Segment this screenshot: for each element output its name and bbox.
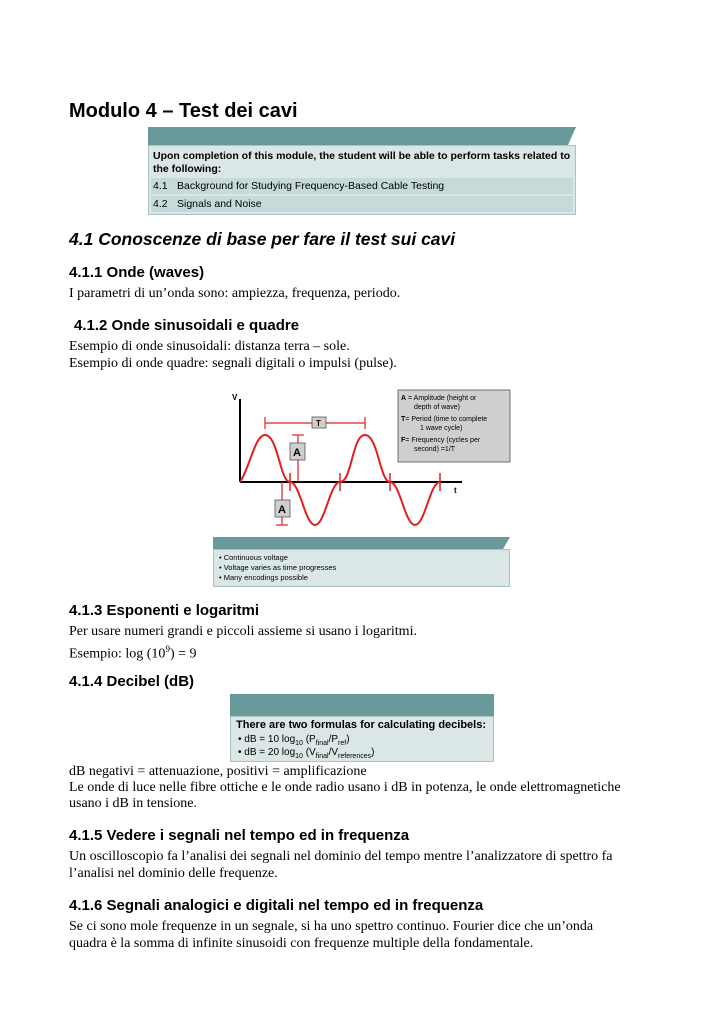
subsection-heading: 4.1.4 Decibel (dB) [69,673,195,690]
wave-caption-box [213,537,510,587]
caption-body [213,549,510,587]
caption-bullet: • Many encodings possible [219,573,308,582]
paragraph-line: quadra è la somma di infinite sinusoidi con frequenze multiple della fondamentale. [69,936,534,951]
objective-text: Signals and Noise [177,198,262,210]
page-title: Modulo 4 – Test dei cavi [69,100,298,122]
paragraph-line: Se ci sono mole frequenze in un segnale, si ha uno spettro continuo. Fourier dice che un’onda [69,919,594,934]
caption-bullet: • Voltage varies as time progresses [219,563,337,572]
objectives-box [148,127,576,215]
objectives-header-corner [568,127,576,145]
caption-header-bar [213,537,503,549]
decibel-formula-voltage: • dB = 20 $\log_{10} (V_{final}/V_{references})$ [238,747,375,760]
objectives-body [148,145,576,215]
legend-period-cont: 1 wave cycle) [420,425,463,432]
legend-period: T= Period (time to complete [401,416,488,423]
decibel-body [230,716,494,762]
objective-item [151,178,573,194]
paragraph-line: l’analisi nel dominio delle frequenze. [69,866,278,881]
subsection-heading: 4.1.5 Vedere i segnali nel tempo ed in frequenza [69,827,410,844]
caption-header-corner [503,537,510,549]
subsection-heading: 4.1.2 Onde sinusoidali e quadre [74,317,300,334]
axis-v-label: V [232,393,238,402]
subsection-heading: 4.1.6 Segnali analogici e digitali nel tempo ed in frequenza [69,897,484,914]
paragraph: I parametri di un’onda sono: ampiezza, frequenza, periodo. [69,286,401,301]
subsection-heading: 4.1.1 Onde (waves) [69,264,205,281]
legend-frequency: F= Frequency (cycles per [401,437,481,444]
paragraph-line: Un oscilloscopio fa l’analisi dei segnali nel dominio del tempo mentre l’analizzatore di spettro fa [69,849,613,864]
objective-text: Background for Studying Frequency-Based Cable Testing [177,180,445,192]
paragraph-line: Le onde di luce nelle fibre ottiche e le onde radio usano i dB in potenza, le onde elettromagnetiche [69,780,621,795]
decibel-formula-power: • dB = 10 $\log_{10} (P_{final}/P_{ref})$ [238,734,350,747]
objectives-header-bar [148,127,568,145]
paragraph-line: usano i dB in tensione. [69,796,197,811]
objective-number: 4.2 [153,198,168,210]
paragraph-line: Esempio di onde quadre: segnali digitali o impulsi (pulse). [69,356,397,371]
paragraph-line: Esempio: $\log (10^9) = 9$ [69,644,197,662]
objectives-intro: Upon completion of this module, the student will be able to perform tasks related to the following: [153,150,571,175]
legend-amplitude: A = Amplitude (height or [401,395,477,402]
paragraph-line: dB negativi = attenuazione, positivi = amplificazione [69,764,367,779]
caption-bullet: • Continuous voltage [219,553,288,562]
amplitude-label: A [278,504,286,516]
legend-amplitude-cont: depth of wave) [414,404,460,411]
objective-number: 4.1 [153,180,168,192]
axis-t-label: t [454,486,457,495]
decibel-intro: There are two formulas for calculating decibels: [236,719,487,731]
paragraph-line: Per usare numeri grandi e piccoli assieme si usano i logaritmi. [69,624,417,639]
decibel-header-bar [230,694,494,716]
paragraph-line: Esempio di onde sinusoidali: distanza terra – sole. [69,339,350,354]
legend-frequency-cont: second) =1/T [414,446,456,453]
sine-wave-figure [230,385,515,530]
section-heading: 4.1 Conoscenze di base per fare il test sui cavi [69,229,456,249]
period-label: T [316,419,321,428]
objective-item [151,196,573,212]
subsection-heading: 4.1.3 Esponenti e logaritmi [69,602,260,619]
amplitude-label: A [293,447,301,459]
decibel-formula-box [230,694,494,762]
